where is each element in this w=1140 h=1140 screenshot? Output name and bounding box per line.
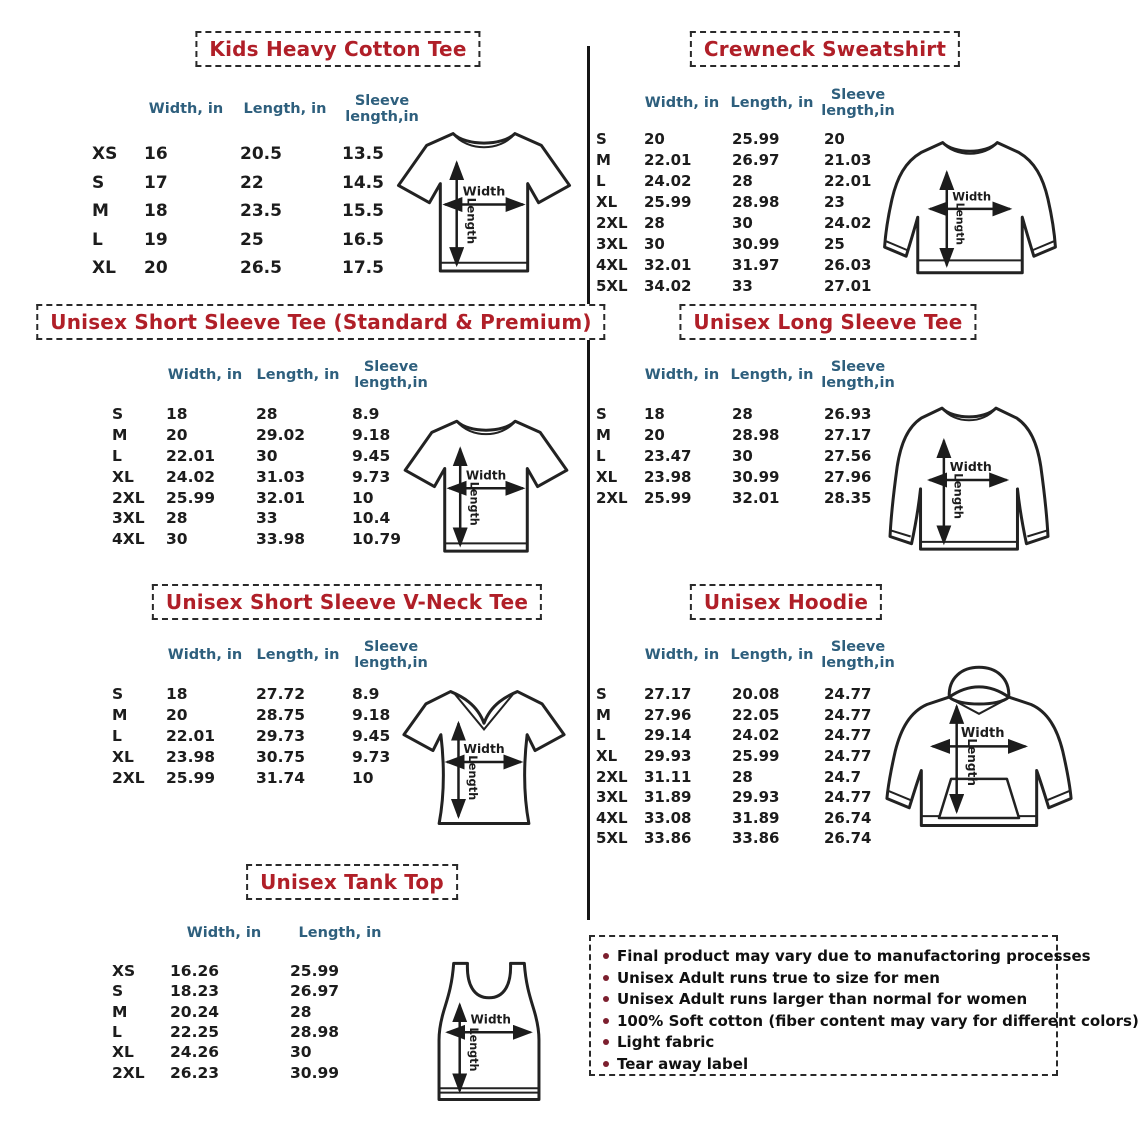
measurement-value: 32.01 (256, 488, 306, 507)
measurement-value: 24.02 (824, 213, 872, 232)
size-label: M (112, 706, 128, 725)
size-label: S (596, 405, 607, 424)
measurement-value: 9.73 (352, 747, 391, 766)
size-label: 2XL (596, 213, 628, 232)
section-title-unisex-long-sleeve-tee: Unisex Long Sleeve Tee (679, 304, 976, 340)
size-label: XS (112, 962, 136, 981)
size-label: XL (596, 747, 618, 766)
garment-outline (405, 421, 567, 551)
size-table-unisex-long-sleeve-tee (596, 352, 898, 508)
measurement-value: 28.98 (732, 426, 780, 445)
measurement-value: 24.77 (824, 705, 872, 724)
width-label: Width (960, 726, 1005, 742)
note-item: Final product may vary due to manufactoring processes (603, 946, 1044, 968)
long-sleeve-tee-diagram (860, 392, 1078, 576)
measurement-value: 25.99 (644, 192, 692, 211)
measurement-value: 31.89 (644, 788, 692, 807)
length-label: Length (953, 202, 967, 246)
measurement-value: 30 (256, 446, 278, 465)
width-label: Width (949, 458, 992, 474)
corner-cell (596, 632, 638, 684)
size-label: XL (596, 467, 618, 486)
measurement-value: 25.99 (732, 129, 780, 148)
measurement-value: 30 (644, 234, 665, 253)
size-label: XL (112, 467, 134, 486)
corner-cell (596, 352, 638, 404)
size-table-tank-top (112, 911, 396, 1083)
size-label: 2XL (596, 488, 628, 507)
corner-cell (92, 84, 138, 140)
column-header: Length, in (243, 100, 327, 117)
length-label: Length (467, 1027, 481, 1072)
measurement-value: 18 (166, 405, 188, 424)
measurement-value: 30 (166, 530, 188, 549)
measurement-value: 24.26 (170, 1043, 220, 1062)
measurement-value: 30 (290, 1043, 312, 1062)
measurement-value: 30.99 (732, 467, 780, 486)
size-label: L (112, 726, 122, 745)
measurement-value: 29.93 (732, 788, 780, 807)
size-table-unisex-hoodie (596, 632, 898, 849)
crewneck-sweatshirt-diagram (866, 126, 1074, 296)
measurement-value: 24.77 (824, 726, 872, 745)
measurement-value: 32.01 (644, 255, 692, 274)
measurement-value: 18 (166, 685, 188, 704)
size-label: S (596, 685, 607, 704)
size-label: 3XL (112, 509, 145, 528)
measurement-value: 31.89 (732, 808, 780, 827)
size-label: XS (92, 144, 118, 165)
size-label: L (92, 229, 103, 250)
measurement-value: 27.56 (824, 446, 872, 465)
measurement-value: 15.5 (342, 201, 384, 222)
measurement-value: 30 (732, 213, 753, 232)
column-divider (587, 46, 590, 920)
measurement-value: 20 (166, 426, 188, 445)
measurement-value: 31.11 (644, 767, 692, 786)
size-label: M (596, 705, 611, 724)
measurement-value: 25.99 (732, 747, 780, 766)
measurement-value: 33 (732, 276, 753, 295)
measurement-value: 23 (824, 192, 845, 211)
section-title-unisex-hoodie: Unisex Hoodie (690, 584, 882, 620)
size-label: M (112, 1002, 128, 1021)
measurement-value: 10 (352, 488, 374, 507)
measurement-value: 21.03 (824, 150, 872, 169)
measurement-value: 16.5 (342, 229, 384, 250)
size-label: XL (92, 258, 116, 279)
measurement-value: 20 (644, 129, 665, 148)
measurement-value: 28 (732, 767, 753, 786)
size-label: XL (112, 747, 134, 766)
width-label: Width (462, 184, 506, 200)
size-label: M (92, 201, 109, 222)
measurement-value: 27.17 (644, 685, 692, 704)
width-label: Width (465, 468, 507, 483)
note-item: Light fabric (603, 1032, 1044, 1054)
measurement-value: 8.9 (352, 405, 380, 424)
column-header: Length, in (730, 94, 814, 111)
measurement-value: 26.23 (170, 1063, 220, 1082)
measurement-value: 24.02 (166, 467, 216, 486)
measurement-value: 28.98 (290, 1023, 340, 1042)
measurement-value: 27.96 (644, 705, 692, 724)
width-label: Width (470, 1012, 511, 1027)
size-label: 2XL (112, 488, 145, 507)
size-label: XL (112, 1043, 134, 1062)
column-header: Length, in (730, 646, 814, 663)
size-label: S (112, 405, 124, 424)
size-label: 4XL (596, 808, 628, 827)
measurement-value: 26.5 (240, 258, 282, 279)
size-label: M (596, 150, 611, 169)
length-label: Length (464, 197, 479, 245)
measurement-value: 30 (732, 446, 753, 465)
measurement-value: 24.77 (824, 747, 872, 766)
measurement-value: 33 (256, 509, 278, 528)
measurement-value: 20 (166, 706, 188, 725)
width-label: Width (952, 189, 992, 204)
measurement-value: 24.77 (824, 788, 872, 807)
size-label: 5XL (596, 829, 628, 848)
column-header: Width, in (148, 100, 224, 117)
width-label: Width (463, 742, 505, 757)
length-label: Length (467, 481, 481, 526)
measurement-value: 26.93 (824, 405, 872, 424)
measurement-value: 25.99 (644, 488, 692, 507)
length-label: Length (964, 738, 979, 786)
measurement-value: 28.75 (256, 706, 306, 725)
product-notes-box (589, 935, 1139, 1076)
measurement-value: 16 (144, 144, 168, 165)
column-header: Width, in (186, 924, 262, 941)
measurement-value: 26.97 (732, 150, 780, 169)
measurement-value: 29.73 (256, 726, 306, 745)
measurement-value: 31.97 (732, 255, 780, 274)
measurement-value: 22 (240, 172, 264, 193)
measurement-value: 28 (290, 1002, 312, 1021)
hoodie-diagram (872, 658, 1086, 858)
measurement-value: 24.77 (824, 685, 872, 704)
measurement-value: 33.08 (644, 808, 692, 827)
measurement-value: 16.26 (170, 962, 220, 981)
size-label: 4XL (596, 255, 628, 274)
tank-top-diagram (428, 953, 550, 1121)
size-label: M (596, 426, 611, 445)
measurement-value: 25.99 (166, 768, 216, 787)
measurement-value: 23.5 (240, 201, 282, 222)
column-header: Width, in (167, 646, 243, 663)
size-label: S (596, 129, 607, 148)
measurement-value: 26.97 (290, 982, 340, 1001)
measurement-value: 33.98 (256, 530, 306, 549)
column-header: Width, in (167, 366, 243, 383)
section-title-v-neck-tee: Unisex Short Sleeve V-Neck Tee (152, 584, 542, 620)
note-item: Unisex Adult runs larger than normal for women (603, 989, 1044, 1011)
measurement-value: 28 (166, 509, 188, 528)
size-label: S (112, 982, 124, 1001)
measurement-value: 33.86 (732, 829, 780, 848)
size-table-kids-heavy-cotton-tee (92, 84, 428, 283)
measurement-value: 28 (732, 171, 753, 190)
measurement-value: 17.5 (342, 258, 384, 279)
measurement-value: 20.08 (732, 685, 780, 704)
measurement-value: 26.74 (824, 829, 872, 848)
measurement-value: 27.96 (824, 467, 872, 486)
measurement-value: 9.45 (352, 726, 391, 745)
garment-outline (404, 692, 564, 824)
measurement-value: 28.98 (732, 192, 780, 211)
size-label: 2XL (112, 768, 145, 787)
column-header: Length, in (298, 924, 382, 941)
column-header: Width, in (644, 94, 720, 111)
garment-outline (398, 134, 569, 271)
section-title-crewneck-sweatshirt: Crewneck Sweatshirt (690, 31, 960, 67)
measurement-value: 9.18 (352, 706, 391, 725)
measurement-value: 24.7 (824, 767, 862, 786)
measurement-value: 24.02 (732, 726, 780, 745)
measurement-value: 22.05 (732, 705, 780, 724)
size-label: S (112, 685, 124, 704)
hood-outline (949, 667, 1009, 697)
measurement-value: 9.18 (352, 426, 391, 445)
section-title-tank-top: Unisex Tank Top (246, 864, 458, 900)
measurement-value: 23.47 (644, 446, 692, 465)
size-table-crewneck-sweatshirt (596, 84, 898, 296)
size-table-unisex-short-sleeve-tee (112, 352, 436, 550)
size-label: L (596, 726, 606, 745)
column-header: Sleeve length,in (821, 638, 895, 671)
section-title-unisex-short-sleeve-tee: Unisex Short Sleeve Tee (Standard & Premium) (36, 304, 605, 340)
size-label: 3XL (596, 234, 628, 253)
unisex-tee-diagram (400, 400, 572, 568)
column-header: Length, in (730, 366, 814, 383)
note-item: Tear away label (603, 1054, 1044, 1076)
size-label: L (596, 446, 606, 465)
measurement-value: 24.02 (644, 171, 692, 190)
measurement-value: 33.86 (644, 829, 692, 848)
size-table-v-neck-tee (112, 632, 436, 788)
measurement-value: 30.75 (256, 747, 306, 766)
column-header: Sleeve length,in (821, 358, 895, 391)
measurement-value: 28 (256, 405, 278, 424)
measurement-value: 34.02 (644, 276, 692, 295)
measurement-value: 8.9 (352, 685, 380, 704)
size-label: S (92, 172, 105, 193)
measurement-value: 23.98 (166, 747, 216, 766)
measurement-value: 26.74 (824, 808, 872, 827)
corner-cell (596, 84, 638, 128)
size-label: 3XL (596, 788, 628, 807)
column-header: Length, in (256, 366, 340, 383)
column-header: Length, in (256, 646, 340, 663)
measurement-value: 30.99 (732, 234, 780, 253)
measurement-value: 13.5 (342, 144, 384, 165)
measurement-value: 10 (352, 768, 374, 787)
size-label: 4XL (112, 530, 145, 549)
measurement-value: 31.03 (256, 467, 306, 486)
measurement-value: 20 (144, 258, 168, 279)
measurement-value: 22.01 (824, 171, 872, 190)
measurement-value: 22.01 (644, 150, 692, 169)
column-header: Sleeve length,in (354, 638, 428, 671)
measurement-value: 9.73 (352, 467, 391, 486)
section-title-kids-heavy-cotton-tee: Kids Heavy Cotton Tee (195, 31, 480, 67)
measurement-value: 10.4 (352, 509, 391, 528)
measurement-value: 20.24 (170, 1002, 220, 1021)
measurement-value: 25 (240, 229, 264, 250)
measurement-value: 30.99 (290, 1063, 340, 1082)
measurement-value: 22.25 (170, 1023, 220, 1042)
measurement-value: 26.03 (824, 255, 872, 274)
measurement-value: 14.5 (342, 172, 384, 193)
measurement-value: 27.17 (824, 426, 872, 445)
measurement-value: 25.99 (290, 962, 340, 981)
measurement-value: 19 (144, 229, 168, 250)
measurement-value: 28 (644, 213, 665, 232)
size-label: L (596, 171, 606, 190)
size-label: M (112, 426, 128, 445)
kids-tee-diagram (393, 110, 575, 290)
size-label: XL (596, 192, 618, 211)
measurement-value: 27.72 (256, 685, 306, 704)
measurement-value: 32.01 (732, 488, 780, 507)
measurement-value: 18 (144, 201, 168, 222)
measurement-value: 23.98 (644, 467, 692, 486)
garment-outline (890, 408, 1048, 549)
product-notes-list (603, 946, 1139, 1075)
measurement-value: 28.35 (824, 488, 872, 507)
measurement-value: 28 (732, 405, 753, 424)
corner-cell (112, 352, 160, 404)
column-header: Width, in (644, 646, 720, 663)
measurement-value: 20.5 (240, 144, 282, 165)
size-label: 5XL (596, 276, 628, 295)
measurement-value: 22.01 (166, 446, 216, 465)
measurement-value: 31.74 (256, 768, 306, 787)
column-header: Sleeve length,in (821, 86, 895, 119)
size-label: 2XL (596, 767, 628, 786)
measurement-value: 25 (824, 234, 845, 253)
length-label: Length (951, 473, 966, 520)
measurement-value: 20 (824, 129, 845, 148)
measurement-value: 29.02 (256, 426, 306, 445)
measurement-value: 22.01 (166, 726, 216, 745)
measurement-value: 25.99 (166, 488, 216, 507)
column-header: Sleeve length,in (345, 92, 419, 125)
corner-cell (112, 911, 164, 961)
length-label: Length (466, 755, 481, 801)
measurement-value: 18 (644, 405, 665, 424)
measurement-value: 29.14 (644, 726, 692, 745)
size-label: L (112, 1023, 122, 1042)
measurement-value: 18.23 (170, 982, 220, 1001)
measurement-value: 9.45 (352, 446, 391, 465)
column-header: Width, in (644, 366, 720, 383)
v-neck-tee-diagram (396, 670, 572, 846)
corner-cell (112, 632, 160, 684)
measurement-value: 27.01 (824, 276, 872, 295)
column-header: Sleeve length,in (354, 358, 428, 391)
note-item: 100% Soft cotton (fiber content may vary for different colors) (603, 1011, 1044, 1033)
measurement-value: 10.79 (352, 530, 402, 549)
measurement-value: 17 (144, 172, 168, 193)
note-item: Unisex Adult runs true to size for men (603, 968, 1044, 990)
measurement-value: 20 (644, 426, 665, 445)
measurement-value: 29.93 (644, 747, 692, 766)
size-label: 2XL (112, 1063, 145, 1082)
size-label: L (112, 446, 122, 465)
